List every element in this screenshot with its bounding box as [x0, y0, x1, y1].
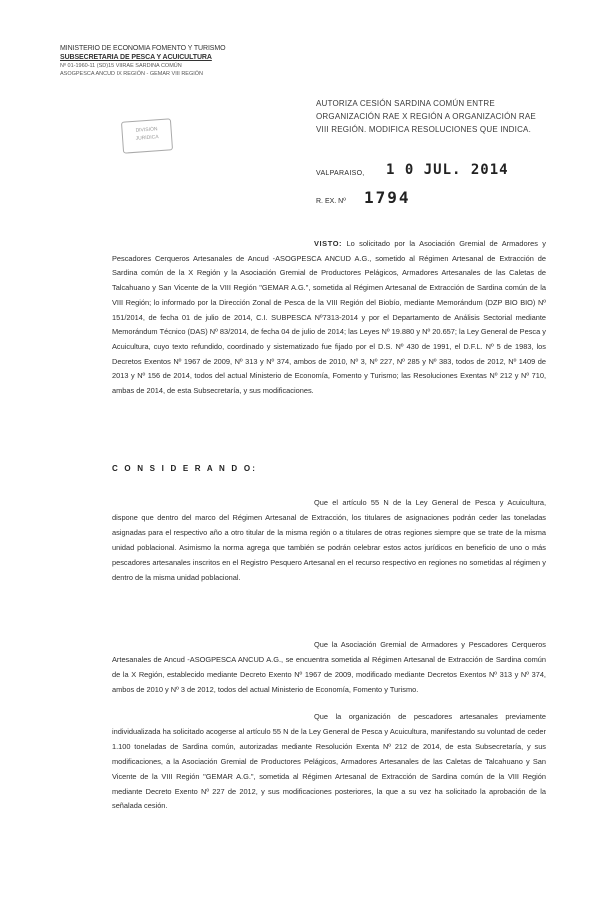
subsecretaria-name: SUBSECRETARIA DE PESCA Y ACUICULTURA [60, 54, 212, 61]
letterhead [60, 44, 270, 78]
place-label: VALPARAISO, [316, 170, 365, 177]
reference-line-1: Nº 01-1960-11 (SD)15 VIIRAE SARDINA COMÚN [60, 63, 182, 69]
ministry-name: MINISTERIO DE ECONOMIA FOMENTO Y TURISMO [60, 45, 226, 52]
considerando-heading: C O N S I D E R A N D O: [112, 464, 258, 473]
stamp-line-2: JURÍDICA [135, 134, 159, 142]
considerando-paragraph-2: Que la Asociación Gremial de Armadores y Pescadores Cerqueros Artesanales de Ancud -ASOGPESCA ANCUD A.G., se encuentra sometida al Régimen Artesanal de Extracción de Sardina común de la X Región, establecido mediante Decreto Exento Nº 1967 de 2009, modificado mediante Decretos Exentos Nº 313 y Nº 374, ambos de 2010 y Nº 3 de 2012, todos del actual Ministerio de Economía, Fomento y Turismo. [112, 640, 546, 694]
place-and-date [316, 162, 556, 184]
visto-paragraph [112, 237, 546, 399]
reference-line-2: ASOGPESCA ANCUD IX REGIÓN - GEMAR VIII REGIÓN [60, 71, 204, 77]
considerando-paragraph-3: Que la organización de pescadores artesanales previamente individualizada ha solicitado acogerse al artículo 55 N de la Ley General de Pesca y Acuicultura, manifestando su voluntad de ceder 1.100 toneladas de Sardina común, autorizadas mediante Resolución Exenta Nº 212 de 2014, de esta Subsecretaría, y sus modificaciones, a la Asociación Gremial de Productores Pelágicos, Armadores Artesanales de las Caletas de Talcahuano y San Vicente de la VIII Región "GEMAR A.G.", sometida al Régimen Artesanal de Extracción de Sardina común de la VIII Región mediante Decreto Exento Nº 227 de 2012, y sus modificaciones posteriores, la que a su vez ha solicitado la aprobación de la señalada cesión. [112, 712, 546, 811]
resolution-number-label: R. EX. Nº [316, 198, 346, 205]
division-stamp [121, 118, 173, 153]
considerando-paragraph-1: Que el artículo 55 N de la Ley General de Pesca y Acuicultura, dispone que dentro del marco del Régimen Artesanal de Extracción, los titulares de asignaciones podrán ceder las toneladas asignadas para el respectivo año a otro titular de la misma región o a titulares de otras regiones siempre que se trate de la misma unidad poblacional. Asimismo la norma agrega que también se podrán celebrar estos actos jurídicos en beneficio de uno o más pescadores artesanales inscritos en el Registro Pesquero Artesanal en el recurso respectivo en regiones no sometidas al régimen y dentro de la misma unidad poblacional. [112, 498, 546, 582]
visto-label: VISTO: [314, 239, 343, 248]
stamp-line-1: DIVISIÓN [135, 126, 158, 134]
date-stamp: 1 0 JUL. 2014 [386, 162, 509, 178]
visto-text: Lo solicitado por la Asociación Gremial de Armadores y Pescadores Cerqueros Artesanales de Ancud -ASOGPESCA ANCUD A.G., sometido al Régimen Artesanal de Extracción de Sardina común de la X Región y la Asociación Gremial de Productores Pelágicos, Armadores Artesanales de las Caletas de Talcahuano y San Vicente de la VIII Región "GEMAR A.G.", sometida al Régimen Artesanal de Extracción de Sardina común de la VIII Región; lo informado por la Dirección Zonal de Pesca de la VIII Región del Biobío, mediante Memorándum (DZP BIO BIO) Nº 151/2014, de fecha 01 de julio de 2014, C.I. SUBPESCA Nº7313-2014 y por el Departamento de Análisis Sectorial mediante Memorándum Técnico (DAS) Nº 83/2014, de fecha 04 de julio de 2014; las Leyes Nº 19.880 y Nº 20.657; la Ley General de Pesca y Acuicultura, cuyo texto refundido, coordinado y sistematizado fue fijado por el D.S. Nº 430 de 1991, el D.F.L. Nº 5 de 1983, los Decretos Exentos Nº 1967 de 2009, Nº 313 y Nº 374, ambos de 2010, Nº 3, Nº 227, Nº 285 y Nº 383, todos de 2012, Nº 1409 de 2013 y Nº 156 de 2014, todos del actual Ministerio de Economía, Fomento y Turismo; las Resoluciones Exentas Nº 212 y Nº 710, ambas de 2014, de esta Subsecretaría, y sus modificaciones. [112, 239, 546, 396]
resolution-subject: AUTORIZA CESIÓN SARDINA COMÚN ENTRE ORGANIZACIÓN RAE X REGIÓN A ORGANIZACIÓN RAE VIII REGIÓN. MODIFICA RESOLUCIONES QUE INDICA. [316, 99, 536, 134]
resolution-number: 1794 [364, 188, 411, 207]
resolution-number-block [316, 188, 516, 212]
